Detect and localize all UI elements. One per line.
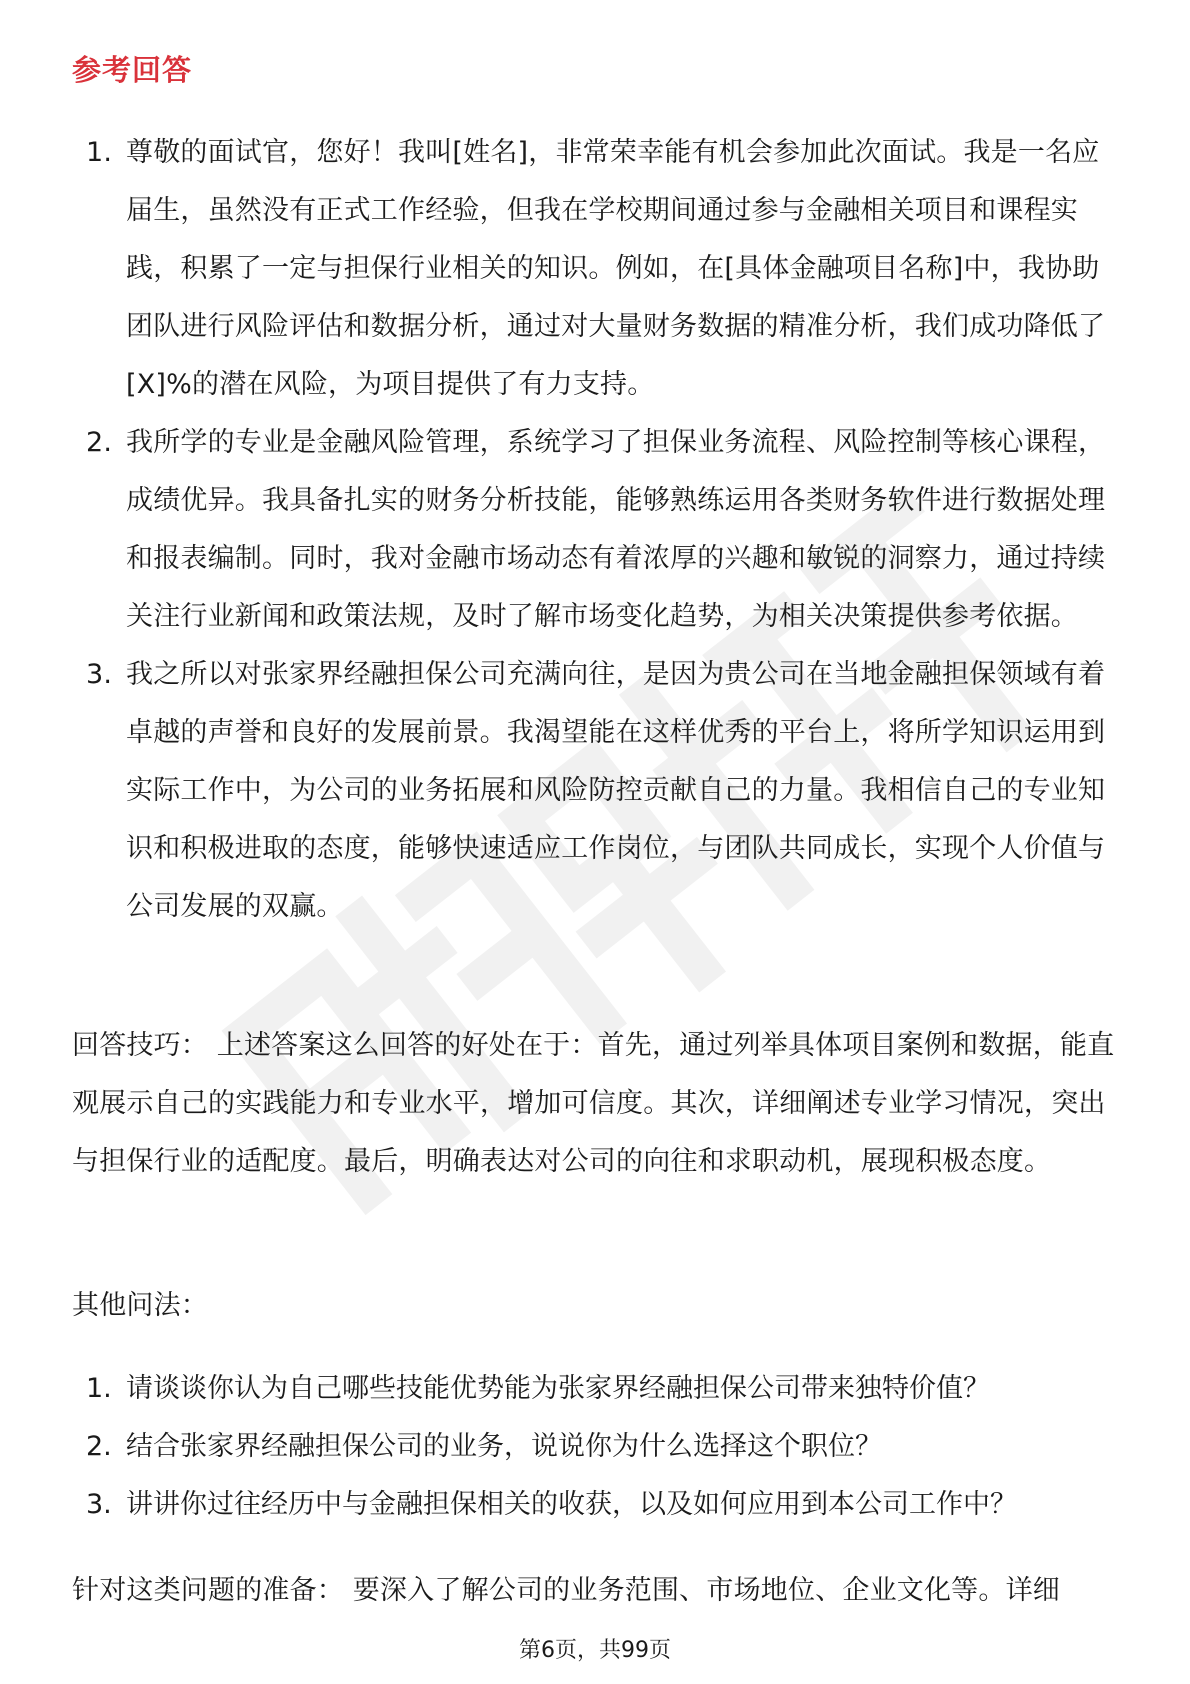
list-number: 1. xyxy=(86,1373,112,1404)
other-question-text: 讲讲你过往经历中与金融担保相关的收获，以及如何应用到本公司工作中？ xyxy=(126,1489,1017,1520)
other-question-text: 结合张家界经融担保公司的业务，说说你为什么选择这个职位？ xyxy=(126,1431,882,1462)
preparation-text: 针对这类问题的准备： 要深入了解公司的业务范围、市场地位、企业文化等。详细 xyxy=(72,1575,1060,1606)
answer-item xyxy=(72,646,1122,936)
list-number: 2. xyxy=(86,1431,112,1462)
answer-text: 我之所以对张家界经融担保公司充满向往，是因为贵公司在当地金融担保领域有着卓越的声誉和良好的发展前景。我渴望能在这样优秀的平台上，将所学知识运用到实际工作中，为公司的业务拓展和风险防控贡献自己的力量。我相信自己的专业知识和积极进取的态度，能够快速适应工作岗位，与团队共同成长，实现个人价值与公司发展的双赢。 xyxy=(126,659,1106,922)
other-question-item xyxy=(72,1360,1122,1418)
answer-tips: 回答技巧： 上述答案这么回答的好处在于：首先，通过列举具体项目案例和数据，能直观展示自己的实践能力和专业水平，增加可信度。其次，详细阐述专业学习情况，突出与担保行业的适配度。最后，明确表达对公司的向往和求职动机，展现积极态度。 xyxy=(72,1030,1115,1177)
answer-text: 我所学的专业是金融风险管理，系统学习了担保业务流程、风险控制等核心课程，成绩优异。我具备扎实的财务分析技能，能够熟练运用各类财务软件进行数据处理和报表编制。同时，我对金融市场动态有着浓厚的兴趣和敏锐的洞察力，通过持续关注行业新闻和政策法规，及时了解市场变化趋势，为相关决策提供参考依据。 xyxy=(126,427,1106,632)
other-question-text: 请谈谈你认为自己哪些技能优势能为张家界经融担保公司带来独特价值？ xyxy=(126,1373,990,1404)
page-footer: 第6页，共99页 xyxy=(519,1638,671,1663)
other-questions-label: 其他问法： xyxy=(72,1290,208,1321)
section-title: 参考回答 xyxy=(72,53,193,87)
answer-item xyxy=(72,414,1122,646)
other-question-item xyxy=(72,1476,1122,1534)
other-question-item xyxy=(72,1418,1122,1476)
list-number: 1. xyxy=(86,137,113,168)
list-number: 3. xyxy=(86,1489,112,1520)
list-number: 2. xyxy=(86,427,113,458)
list-number: 3. xyxy=(86,659,113,690)
answer-text: 尊敬的面试官，您好！我叫[姓名]，非常荣幸能有机会参加此次面试。我是一名应届生，虽然没有正式工作经验，但我在学校期间通过参与金融相关项目和课程实践，积累了一定与担保行业相关的知识。例如，在[具体金融项目名称]中，我协助团队进行风险评估和数据分析，通过对大量财务数据的精准分析，我们成功降低了[X]%的潜在风险，为项目提供了有力支持。 xyxy=(126,137,1106,400)
answer-list xyxy=(72,124,1122,936)
answer-item xyxy=(72,124,1122,414)
other-questions-list xyxy=(72,1360,1122,1534)
